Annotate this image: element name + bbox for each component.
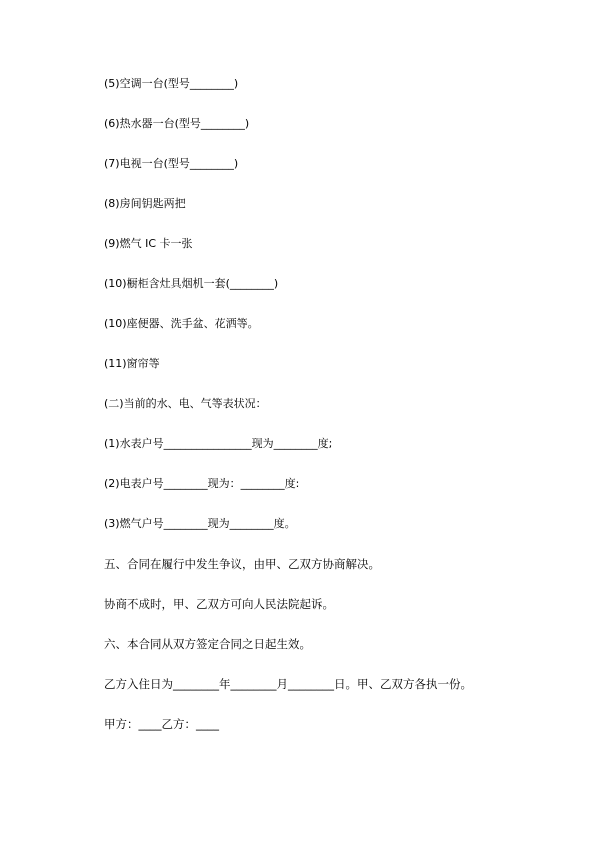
meter-status-heading: (二)当前的水、电、气等表状况：	[104, 397, 267, 410]
clause-six-effective: 六、本合同从双方签定合同之日起生效。	[104, 637, 311, 651]
water-meter-line: (1)水表户号________________现为________度;	[104, 437, 333, 450]
electric-meter-line: (2)电表户号________现为：________度:	[104, 477, 300, 490]
item-curtains: (11)窗帘等	[104, 357, 160, 370]
item-cabinet-stove: (10)橱柜含灶具烟机一套(________)	[104, 277, 279, 290]
clause-five-litigation: 协商不成时，甲、乙双方可向人民法院起诉。	[104, 597, 334, 611]
item-room-keys: (8)房间钥匙两把	[104, 197, 186, 210]
item-television: (7)电视一台(型号________)	[104, 157, 239, 170]
item-water-heater: (6)热水器一台(型号________)	[104, 117, 250, 130]
clause-five-dispute: 五、合同在履行中发生争议，由甲、乙双方协商解决。	[104, 557, 380, 571]
item-air-conditioner: (5)空调一台(型号________)	[104, 77, 239, 90]
item-bathroom-fixtures: (10)座便器、洗手盆、花洒等。	[104, 317, 259, 330]
move-in-date-line: 乙方入住日为________年________月________日。甲、乙双方各执一份。	[104, 677, 472, 691]
signature-line: 甲方：____乙方：____	[104, 717, 219, 731]
gas-meter-line: (3)燃气户号________现为________度。	[104, 517, 296, 530]
item-gas-ic-card: (9)燃气 IC 卡一张	[104, 237, 193, 250]
